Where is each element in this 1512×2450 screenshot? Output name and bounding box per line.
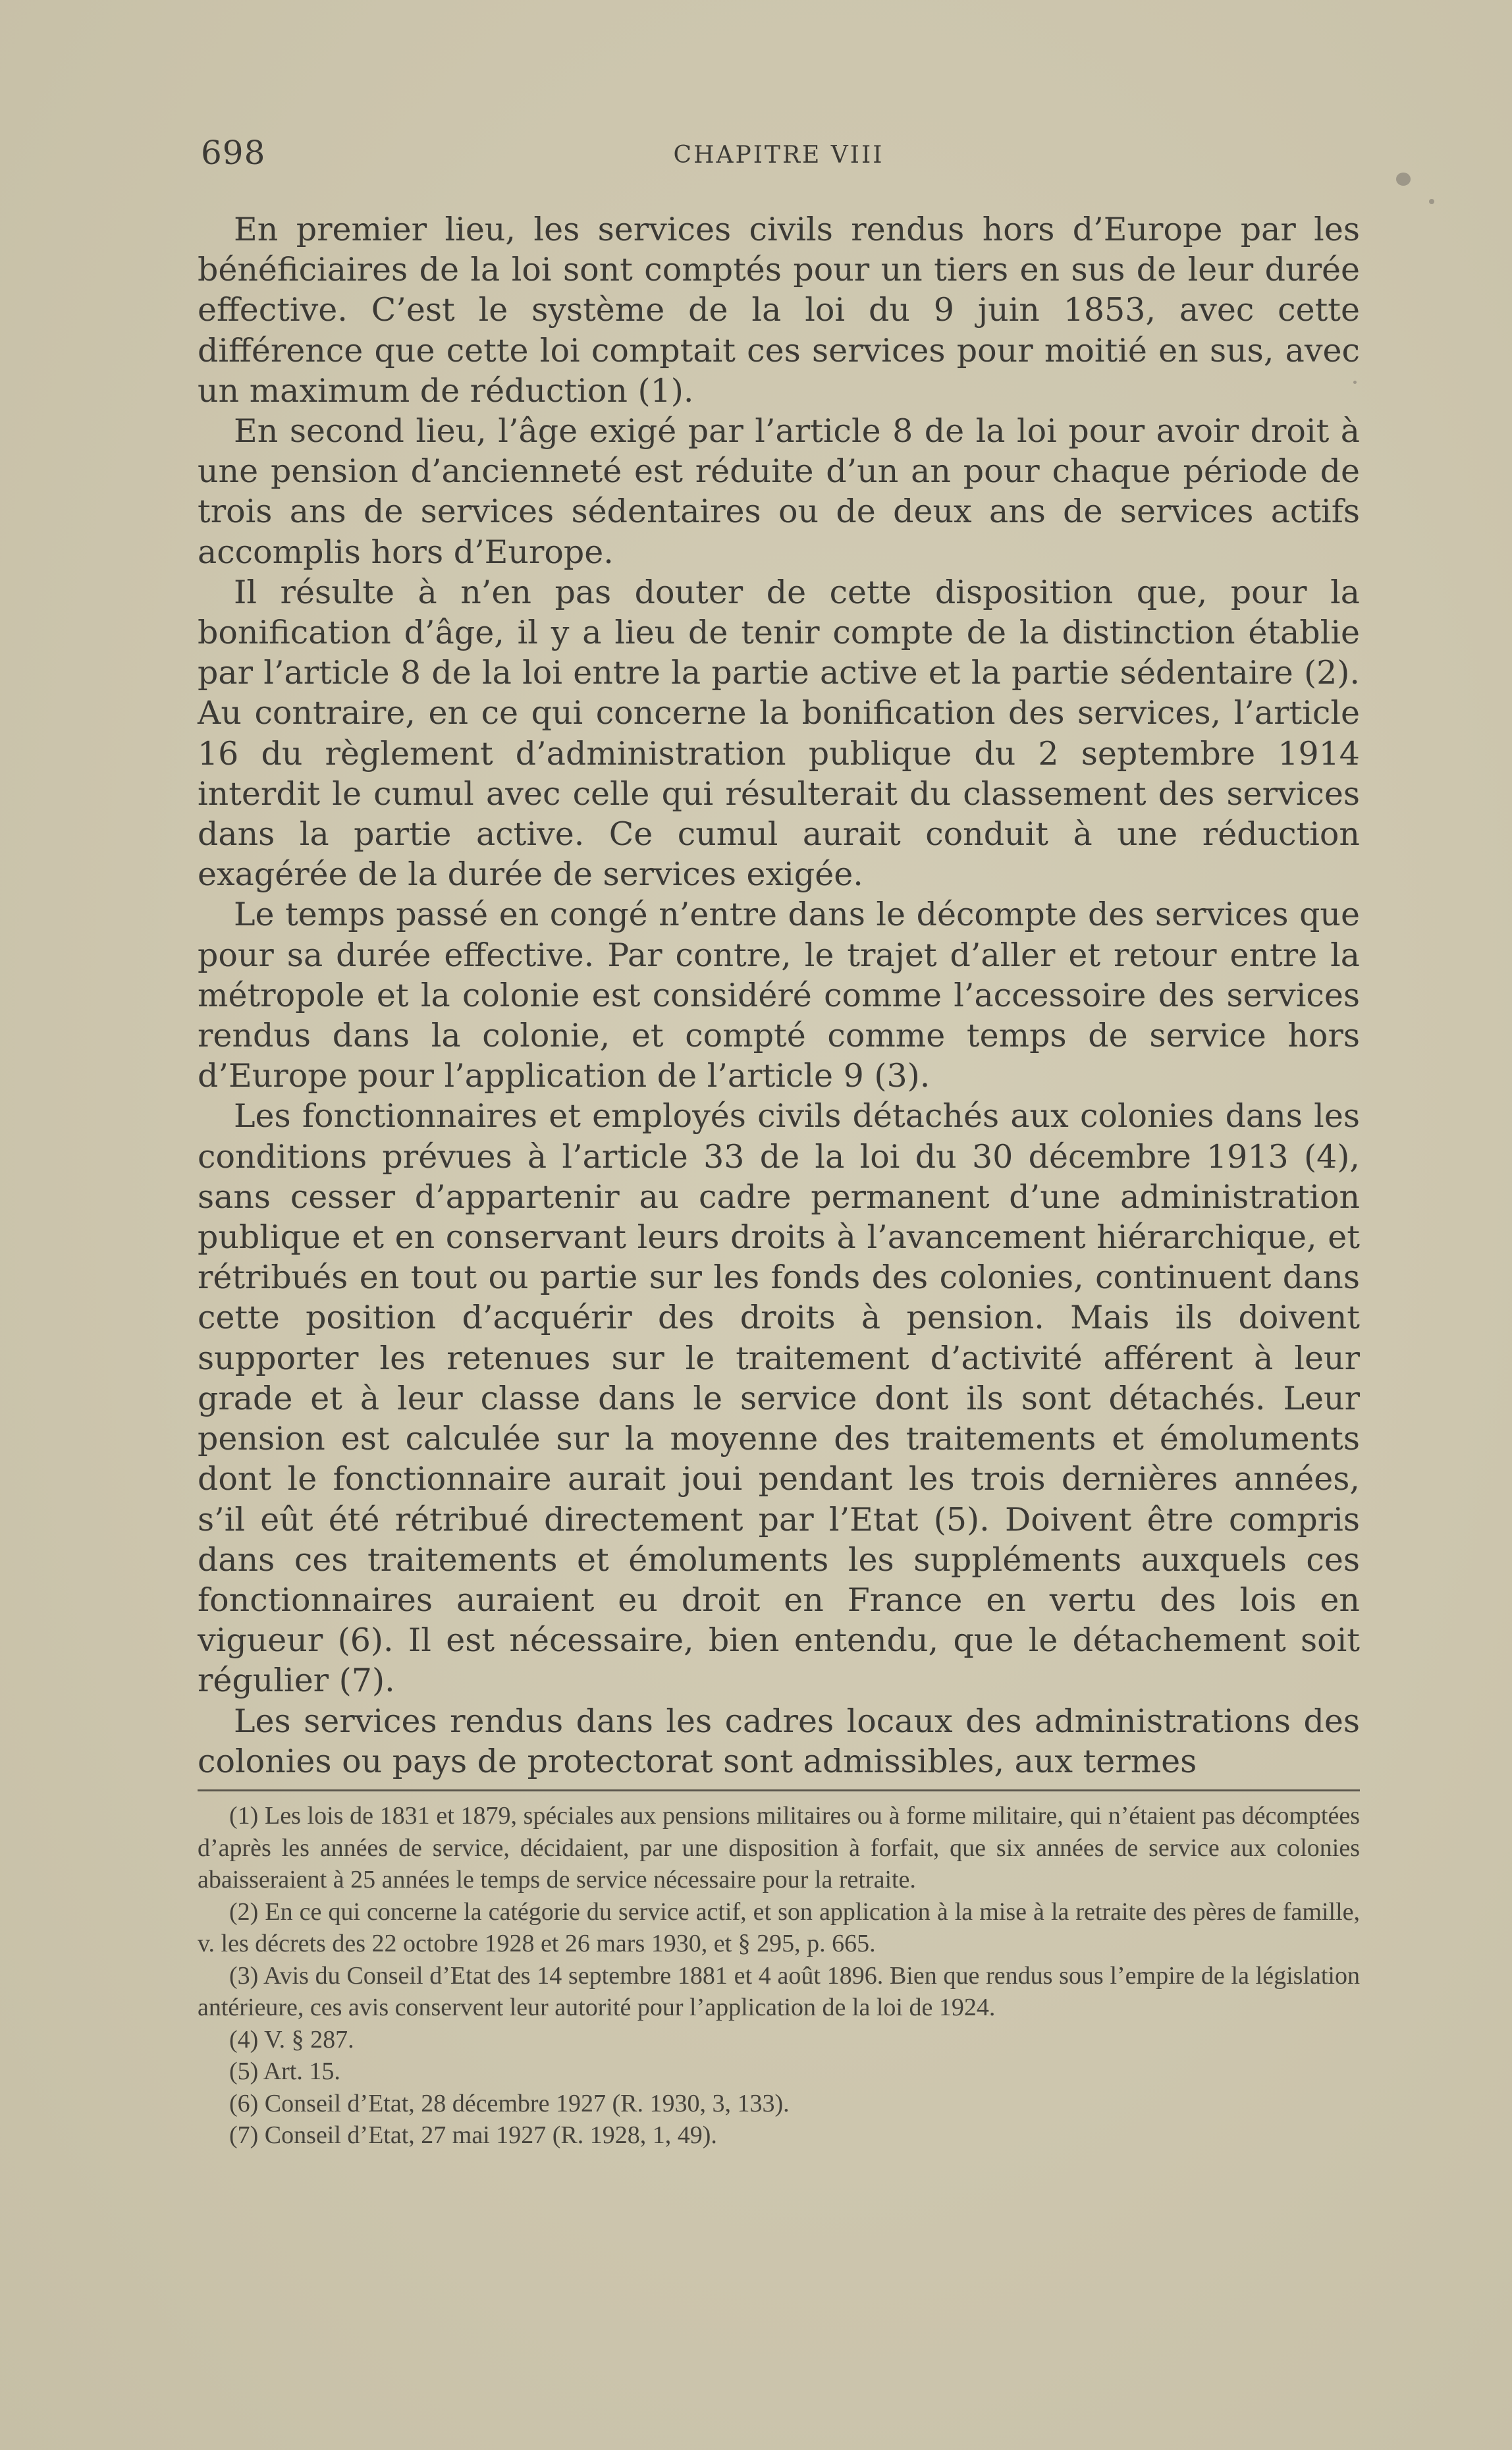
- paragraph: Il résulte à n’en pas douter de cette disposition que, pour la bonification d’âge, il y a lieu de tenir compte de la distinction établie par l’article 8 de la loi entre la partie active et la partie sédentaire (2). Au contraire, en ce qui concerne la bonification des services, l’article 16 du règlement d’administration publique du 2 septembre 1914 interdit le cumul avec celle qui résulterait du classement des services dans la partie active. Ce cumul aurait conduit à une réduction exagérée de la durée de services exigée.: [198, 573, 1360, 894]
- footnote-divider: [198, 1789, 1360, 1791]
- paragraph: Les services rendus dans les cadres locaux des administrations des colonies ou pays de protectorat sont admissibles, aux termes: [198, 1702, 1360, 1780]
- paper-speck: [1396, 173, 1411, 186]
- footnote: (2) En ce qui concerne la catégorie du service actif, et son application à la mise à la retraite des pères de famille, v. les décrets des 22 octobre 1928 et 26 mars 1930, et § 295, p. 665.: [198, 1897, 1360, 1957]
- running-header: [201, 134, 1357, 180]
- footnote: (3) Avis du Conseil d’Etat des 14 septembre 1881 et 4 août 1896. Bien que rendus sous l’empire de la législation antérieure, ces avis conservent leur autorité pour l’application de la loi de 1924.: [198, 1961, 1360, 2021]
- footnote: (6) Conseil d’Etat, 28 décembre 1927 (R. 1930, 3, 133).: [229, 2089, 790, 2117]
- paragraph: Les fonctionnaires et employés civils détachés aux colonies dans les conditions prévues à l’article 33 de la loi du 30 décembre 1913 (4), sans cesser d’appartenir au cadre permanent d’une administration publique et en conservant leurs droits à l’avancement hiérarchique, et rétribués en tout ou partie sur les fonds des colonies, continuent dans cette position d’acquérir des droits à pension. Mais ils doivent supporter les retenues sur le traitement d’activité afférent à leur grade et à leur classe dans le service dont ils sont détachés. Leur pension est calculée sur la moyenne des traitements et émoluments dont le fonctionnaire aurait joui pendant les trois dernières années, s’il eût été rétribué directement par l’Etat (5). Doivent être compris dans ces traitements et émoluments les suppléments auxquels ces fonctionnaires auraient eu droit en France en vertu des lois en vigueur (6). Il est nécessaire, bien entendu, que le détachement soit régulier (7).: [198, 1097, 1360, 1700]
- paper-speck: [1353, 381, 1357, 384]
- paragraph: En premier lieu, les services civils rendus hors d’Europe par les bénéficiaires de la loi sont comptés pour un tiers en sus de leur durée effective. C’est le système de la loi du 9 juin 1853, avec cette différence que cette loi comptait ces services pour moitié en sus, avec un maximum de réduction (1).: [198, 211, 1360, 410]
- footnotes: [198, 1800, 1360, 2152]
- paper-speck: [1429, 199, 1434, 204]
- paragraph: En second lieu, l’âge exigé par l’article 8 de la loi pour avoir droit à une pension d’ancienneté est réduite d’un an pour chaque période de trois ans de services sédentaires ou de deux ans de services actifs accomplis hors d’Europe.: [198, 412, 1360, 571]
- page-number: 698: [201, 134, 266, 172]
- paragraph: Le temps passé en congé n’entre dans le décompte des services que pour sa durée effective. Par contre, le trajet d’aller et retour entre la métropole et la colonie est considéré comme l’accessoire des services rendus dans la colonie, et compté comme temps de service hors d’Europe pour l’application de l’article 9 (3).: [198, 896, 1360, 1095]
- chapter-title: CHAPITRE VIII: [673, 142, 884, 169]
- footnote: (1) Les lois de 1831 et 1879, spéciales aux pensions militaires ou à forme militaire, qui n’étaient pas décomptées d’après les années de service, décidaient, par une disposition à forfait, que six années de service aux colonies abaisseraient à 25 années le temps de service nécessaire pour la retraite.: [198, 1802, 1360, 1893]
- footnote: (4) V. § 287.: [229, 2025, 354, 2054]
- footnote: (5) Art. 15.: [229, 2057, 340, 2085]
- main-text: [198, 209, 1360, 1782]
- footnote: (7) Conseil d’Etat, 27 mai 1927 (R. 1928, 1, 49).: [229, 2121, 717, 2149]
